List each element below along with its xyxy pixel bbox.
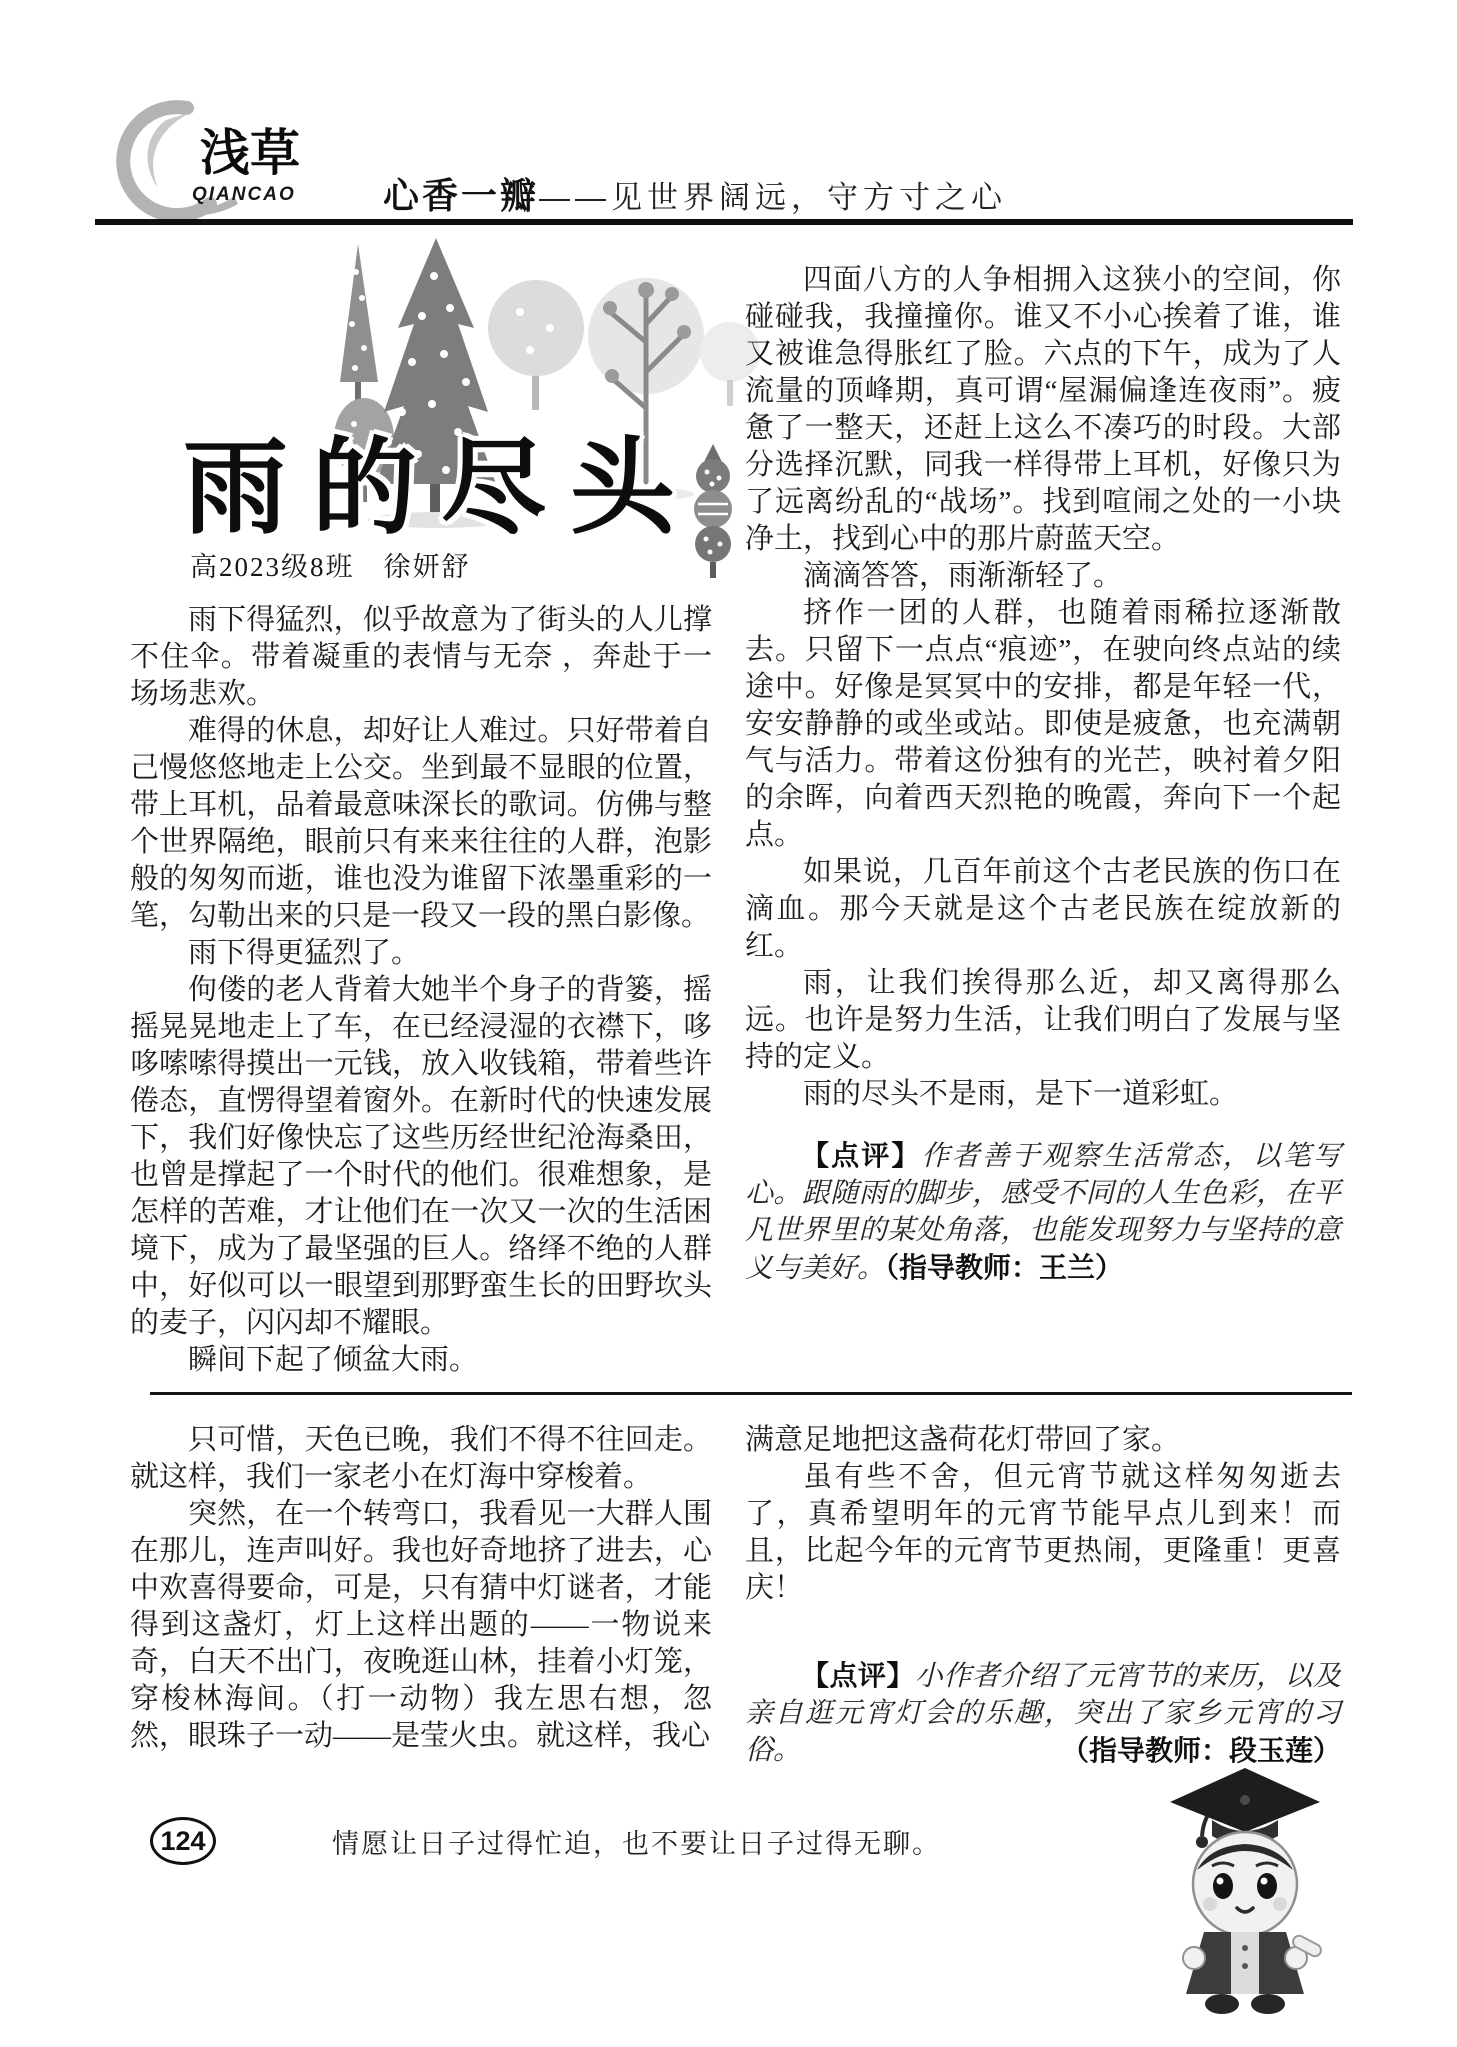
paragraph: 雨，让我们挨得那么近，却又离得那么远。也许是努力生活，让我们明白了发展与坚持的定义。 (745, 967, 1341, 1073)
comment-text: 作者善于观察生活常态，以笔写心。跟随雨的脚步，感受不同的人生色彩，在平凡世界里的某处角落，也能发现努力与坚持的意义与美好。 (745, 1141, 1341, 1284)
paragraph: 只可惜，天色已晚，我们不得不往回走。就这样，我们一家老小在灯海中穿梭着。 (130, 1424, 712, 1493)
article2-left-column (130, 1422, 712, 1755)
comment-teacher: （指导教师：段玉莲） (1060, 1735, 1341, 1766)
section-divider (150, 1392, 1352, 1395)
paragraph: 滴滴答答，雨渐渐轻了。 (803, 560, 1123, 592)
paragraph-continued: 满意足地把这盏荷花灯带回了家。 (745, 1424, 1181, 1456)
page-number: 124 (160, 1825, 206, 1856)
paragraph: 挤作一团的人群，也随着雨稀拉逐渐散去。只留下一点点“痕迹”，在驶向终点站的续途中。好像是冥冥中的安排，都是年轻一代，安安静静的或坐或站。即使是疲惫，也充满朝气与活力。带着这份独有的光芒，映衬着夕阳的余晖，向着西天烈艳的晚霞，奔向下一个起点。 (745, 597, 1341, 851)
article1-right-column (745, 262, 1341, 1287)
paragraph: 雨下得更猛烈了。 (188, 937, 421, 969)
article1-comment-block (745, 1137, 1341, 1287)
paragraph: 四面八方的人争相拥入这狭小的空间，你碰碰我，我撞撞你。谁又不小心挨着了谁，谁又被谁急得胀红了脸。六点的下午，成为了人流量的顶峰期，真可谓“屋漏偏逢连夜雨”。疲惫了一整天，还赶上这么不凑巧的时段。大部分选择沉默，同我一样得带上耳机，好像只为了远离纷乱的“战场”。找到喧闹之处的一小块净土，找到心中的那片蔚蓝天空。 (745, 264, 1341, 555)
logo-cn-text: 浅草 (200, 125, 300, 181)
comment-label: 【点评】 (801, 1660, 915, 1691)
masthead-bold: 心香一瓣 (383, 175, 540, 216)
logo-en-text: QIANCAO (192, 184, 296, 205)
paragraph: 如果说，几百年前这个古老民族的伤口在滴血。那今天就是这个古老民族在绽放新的红。 (745, 856, 1341, 962)
footer-motto: 情愿让日子过得忙迫，也不要让日子过得无聊。 (332, 1829, 941, 1859)
article2-comment-block (745, 1657, 1341, 1770)
masthead (383, 168, 1007, 219)
paragraph: 瞬间下起了倾盆大雨。 (188, 1344, 479, 1376)
article2-right-column (745, 1422, 1341, 1770)
comment-teacher: （指导教师：王兰） (885, 1252, 1124, 1283)
comment-text: 小作者介绍了元宵节的来历，以及亲自逛元宵灯会的乐趣，突出了家乡元宵的习俗。 (745, 1661, 1341, 1766)
article1-title: 雨的尽头 (183, 430, 700, 547)
qiancao-logo (92, 96, 352, 224)
article1-left-column (130, 602, 712, 1379)
paragraph: 雨的尽头不是雨，是下一道彩虹。 (803, 1078, 1239, 1110)
qiancao-logo-swirl (92, 96, 352, 224)
comment-label: 【点评】 (801, 1140, 922, 1171)
paragraph: 虽有些不舍，但元宵节就这样匆匆逝去了，真希望明年的元宵节能早点儿到来！而且，比起今年的元宵节更热闹，更隆重！更喜庆！ (745, 1461, 1341, 1604)
masthead-subtitle: ——见世界阔远，守方寸之心 (539, 180, 1008, 215)
comment-paragraph (745, 1137, 1341, 1287)
paragraph: 突然，在一个转弯口，我看见一大群人围在那儿，连声叫好。我也好奇地挤了进去，心中欢喜得要命，可是，只有猜中灯谜者，才能得到这盏灯，灯上这样出题的——一物说来奇，白天不出门，夜晚逛山林，挂着小灯笼，穿梭林海间。（打一动物）我左思右想，忽然，眼珠子一动——是莹火虫。就这样，我心 (130, 1498, 712, 1752)
header-rule (95, 219, 1353, 225)
graduate-mascot-icon (1152, 1762, 1338, 2024)
page-number-badge (150, 1817, 216, 1865)
paragraph: 佝偻的老人背着大她半个身子的背篓，摇摇晃晃地走上了车，在已经浸湿的衣襟下，哆哆嗦嗦得摸出一元钱，放入收钱箱，带着些许倦态，直愣得望着窗外。在新时代的快速发展下，我们好像快忘了这些历经世纪沧海桑田，也曾是撑起了一个时代的他们。很难想象，是怎样的苦难，才让他们在一次又一次的生活困境下，成为了最坚强的巨人。络绎不绝的人群中，好似可以一眼望到那野蛮生长的田野坎头的麦子，闪闪却不耀眼。 (130, 974, 712, 1339)
article1-byline: 高2023级8班 徐妍舒 (190, 552, 471, 582)
paragraph: 难得的休息，却好让人难过。只好带着自己慢悠悠地走上公交。坐到最不显眼的位置，带上耳机，品着最意味深长的歌词。仿佛与整个世界隔绝，眼前只有来来往往的人群，泡影般的匆匆而逝，谁也没为谁留下浓墨重彩的一笔，勾勒出来的只是一段又一段的黑白影像。 (130, 715, 712, 932)
paragraph: 雨下得猛烈，似乎故意为了街头的人儿撑不住伞。带着凝重的表情与无奈 ，奔赴于一场场悲欢。 (130, 604, 712, 710)
